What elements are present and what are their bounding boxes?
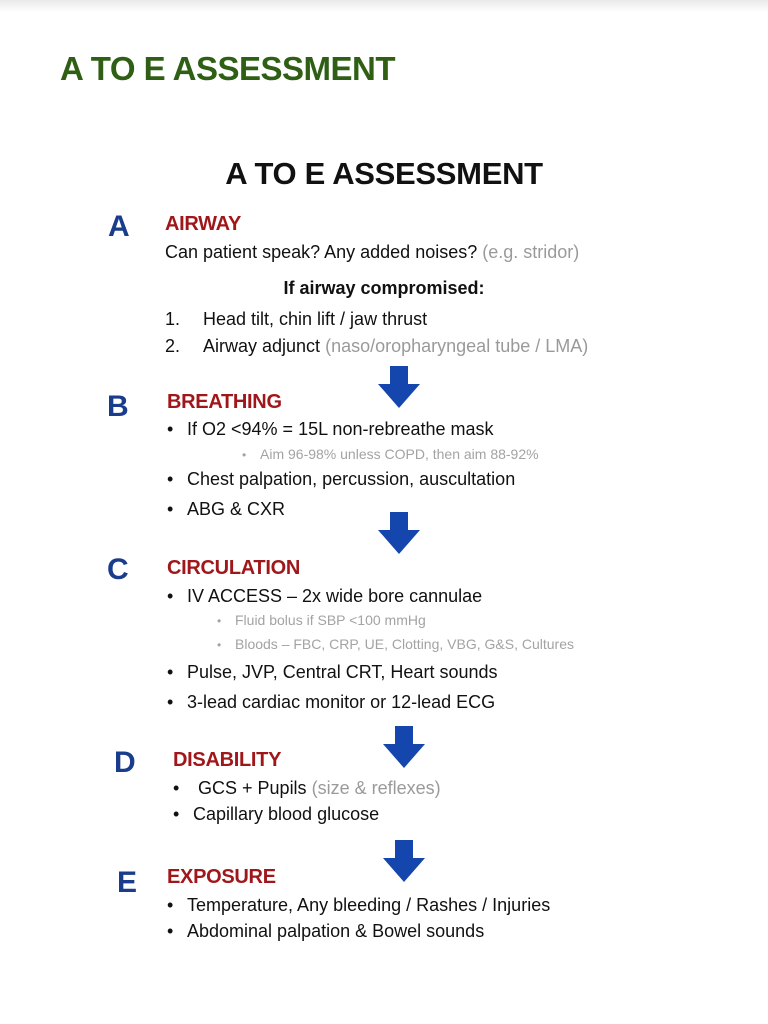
airway-heading: AIRWAY <box>165 213 242 235</box>
down-arrow-icon <box>381 840 427 884</box>
circulation-subitem-1: • Fluid bolus if SBP <100 mmHg <box>217 612 426 628</box>
airway-step-1 <box>165 309 427 330</box>
letter-a: A <box>108 210 130 243</box>
letter-b: B <box>107 390 129 423</box>
airway-compromised-label: If airway compromised: <box>283 278 485 298</box>
page-heading: A TO E ASSESSMENT <box>60 50 396 87</box>
letter-d: D <box>114 746 136 779</box>
exposure-heading: EXPOSURE <box>167 866 276 888</box>
letter-c: C <box>107 553 129 586</box>
disability-item-1-note: (size & reflexes) <box>311 778 441 798</box>
disability-item-1 <box>173 778 441 799</box>
circulation-heading: CIRCULATION <box>167 557 300 579</box>
down-arrow-icon <box>381 726 427 770</box>
breathing-item-2: • Chest palpation, percussion, auscultation <box>167 469 515 490</box>
breathing-heading: BREATHING <box>167 391 282 413</box>
airway-step-2-note: (naso/oropharyngeal tube / LMA) <box>325 336 589 356</box>
breathing-item-1: • If O2 <94% = 15L non-rebreathe mask <box>167 419 494 440</box>
circulation-item-3: • 3-lead cardiac monitor or 12-lead ECG <box>167 692 495 713</box>
disability-item-2: • Capillary blood glucose <box>173 804 379 825</box>
airway-question-note: (e.g. stridor) <box>482 242 580 262</box>
down-arrow-icon <box>376 366 422 410</box>
exposure-item-1: • Temperature, Any bleeding / Rashes / Injuries <box>167 895 550 916</box>
letter-e: E <box>117 866 138 899</box>
airway-question <box>165 242 579 263</box>
airway-step-2-text: Airway adjunct <box>203 336 321 356</box>
airway-step-1-number: 1. <box>165 309 181 329</box>
airway-step-1-text: Head tilt, chin lift / jaw thrust <box>203 309 428 329</box>
airway-step-2-number: 2. <box>165 336 181 356</box>
top-shadow-strip <box>0 0 768 12</box>
circulation-item-2: • Pulse, JVP, Central CRT, Heart sounds <box>167 662 497 683</box>
circulation-subitem-2: • Bloods – FBC, CRP, UE, Clotting, VBG, G&S, Cultures <box>217 636 574 652</box>
airway-question-text: Can patient speak? Any added noises? <box>165 242 478 262</box>
document-title: A TO E ASSESSMENT <box>225 156 543 191</box>
disability-item-1-text: GCS + Pupils <box>198 778 307 798</box>
disability-heading: DISABILITY <box>173 749 282 771</box>
exposure-item-2: • Abdominal palpation & Bowel sounds <box>167 921 484 942</box>
down-arrow-icon <box>376 512 422 556</box>
breathing-subitem: • Aim 96-98% unless COPD, then aim 88-92% <box>242 446 539 462</box>
breathing-item-3: • ABG & CXR <box>167 499 285 520</box>
circulation-item-1: • IV ACCESS – 2x wide bore cannulae <box>167 586 482 607</box>
airway-step-2 <box>165 336 588 357</box>
